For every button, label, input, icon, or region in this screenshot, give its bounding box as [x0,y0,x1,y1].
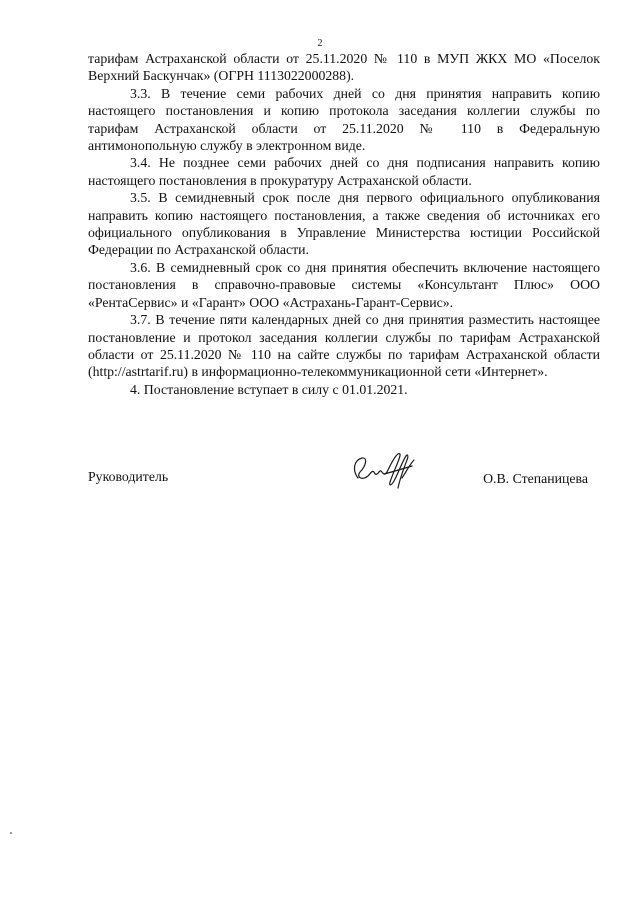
paragraph-3-5: 3.5. В семидневный срок после дня первого официального опубликования направить копию настоящего постановления, а также сведения об источниках его официального опубликования в Управление Министерства юстиции Российской Федерации по Астраханской области. [88,190,600,258]
document-body [88,50,600,398]
paragraph-3-4: 3.4. Не позднее семи рабочих дней со дня подписания направить копию настоящего постановления в прокуратуру Астраханской области. [88,155,600,188]
page-number: 2 [317,38,323,49]
paragraph-continuation: тарифам Астраханской области от 25.11.2020 № 110 в МУП ЖКХ МО «Поселок Верхний Баскунчак» (ОГРН 1113022000288). [88,51,600,84]
paragraph-3-7: 3.7. В течение пяти календарных дней со дня принятия разместить настоящее постановление и протокол заседания коллегии службы по тарифам Астраханской области от 25.11.2020 № 110 на сайте службы по тарифам Астраханской области (http://astrtarif.ru) в информационно-телекоммуникационной сети «Интернет». [88,312,600,380]
handwritten-signature [344,448,424,493]
margin-mark [10,832,12,834]
paragraph-3-6: 3.6. В семидневный срок со дня принятия обеспечить включение настоящего постановления в справочно-правовые системы «Консультант Плюс» ООО «РентаСервис» и «Гарант» ООО «Астрахань-Гарант-Сервис». [88,259,600,310]
paragraph-4: 4. Постановление вступает в силу с 01.01.2021. [130,381,408,397]
signer-position: Руководитель [88,469,169,484]
paragraph-3-3: 3.3. В течение семи рабочих дней со дня принятия направить копию настоящего постановления и копию протокола заседания коллегии службы по тарифам Астраханской области от 25.11.2020 № 110 в Федеральную антимонопольную службу в электронном виде. [88,85,600,154]
signature-block [88,448,600,498]
signer-name: О.В. Степаницева [483,471,588,486]
